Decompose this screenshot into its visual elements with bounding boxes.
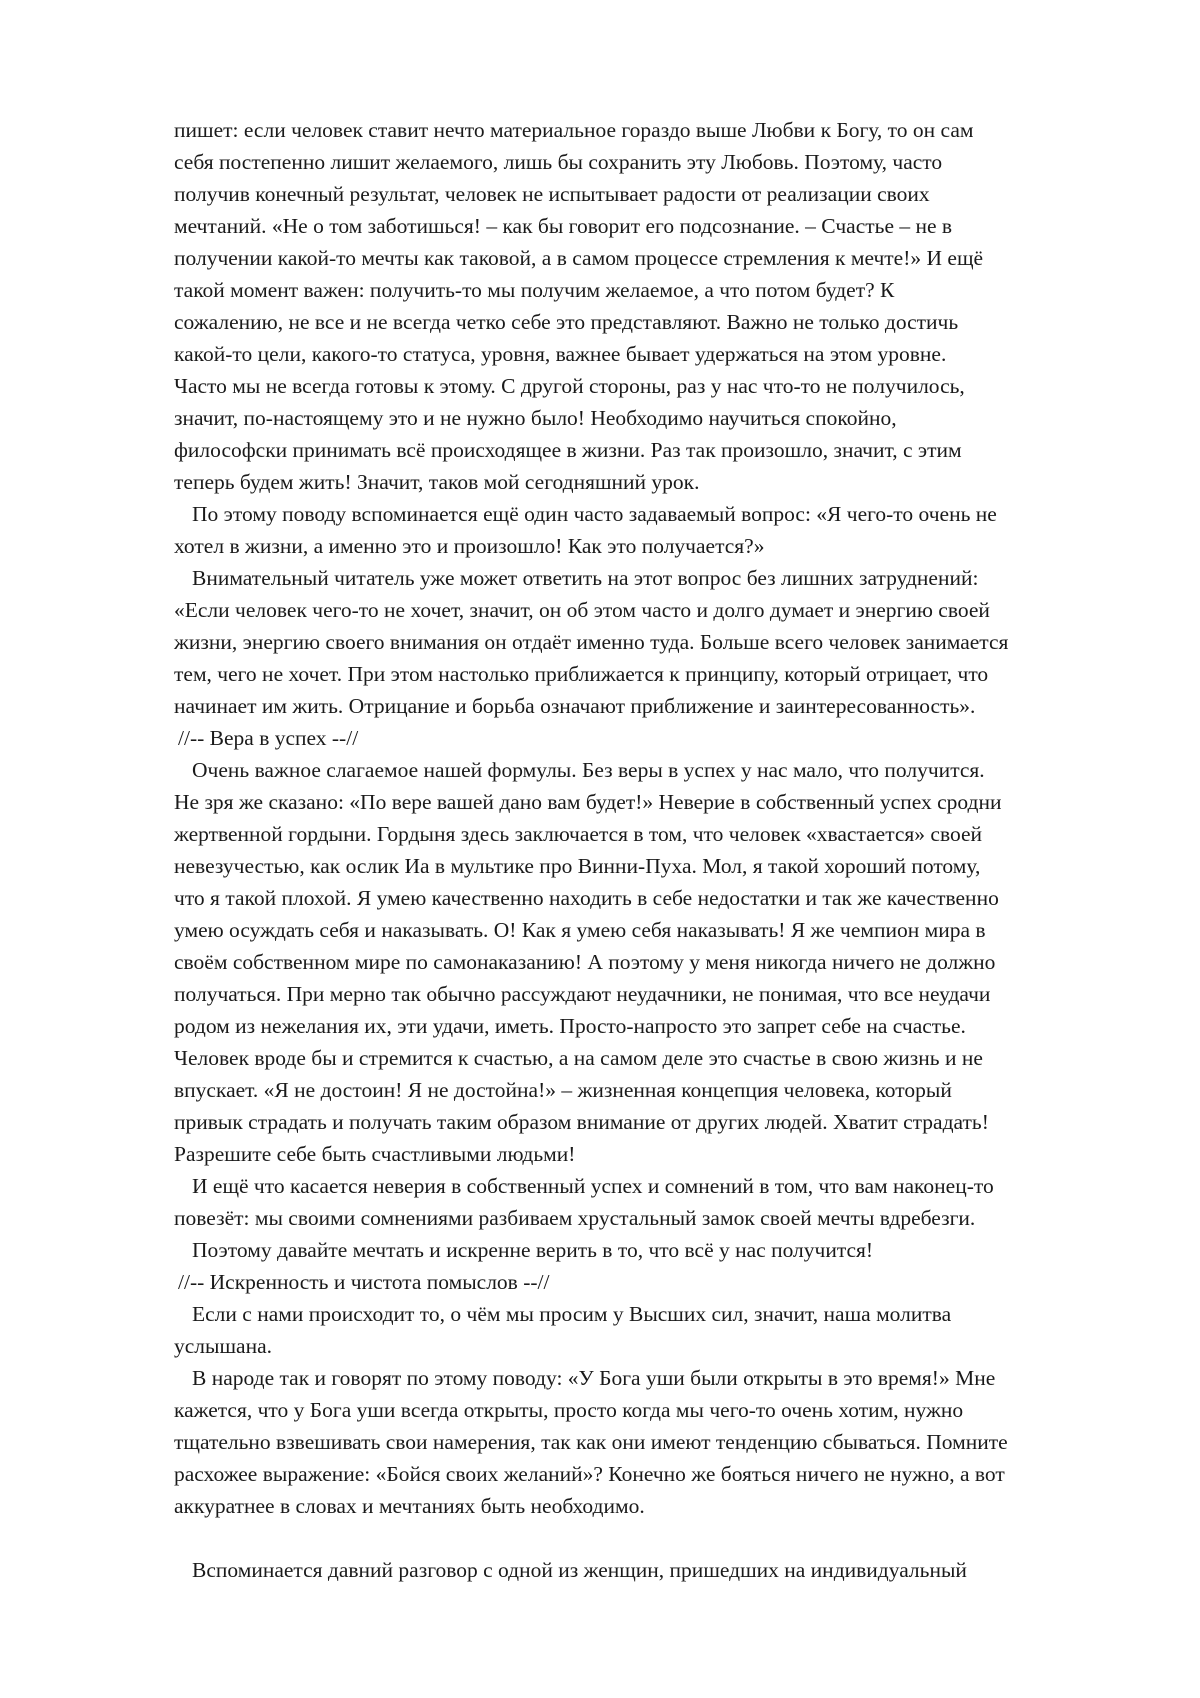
text-line: получив конечный результат, человек не испытывает радости от реализации своих [174, 182, 930, 206]
text-line: какой-то цели, какого-то статуса, уровня, важнее бывает удержаться на этом уровне. [174, 342, 947, 366]
section-heading: //-- Вера в успех --// [178, 726, 359, 750]
text-line: расхожее выражение: «Бойся своих желаний»? Конечно же бояться ничего не нужно, а вот [174, 1462, 1005, 1486]
text-line: своём собственном мире по самонаказанию! А поэтому у меня никогда ничего не должно [174, 950, 996, 974]
text-line: теперь будем жить! Значит, таков мой сегодняшний урок. [174, 470, 700, 494]
text-line: тщательно взвешивать свои намерения, так как они имеют тенденцию сбываться. Помните [174, 1430, 1008, 1454]
text-line: жертвенной гордыни. Гордыня здесь заключается в том, что человек «хвастается» своей [174, 822, 983, 846]
text-line: Не зря же сказано: «По вере вашей дано вам будет!» Неверие в собственный успех сродни [174, 790, 1002, 814]
text-line: кажется, что у Бога уши всегда открыты, просто когда мы чего-то очень хотим, нужно [174, 1398, 964, 1422]
text-line: Часто мы не всегда готовы к этому. С другой стороны, раз у нас что-то не получилось, [174, 374, 965, 398]
text-line: Разрешите себе быть счастливыми людьми! [174, 1142, 576, 1166]
text-line: умею осуждать себя и наказывать. О! Как я умею себя наказывать! Я же чемпион мира в [174, 918, 986, 942]
text-line: что я такой плохой. Я умею качественно находить в себе недостатки и так же качественно [174, 886, 999, 910]
text-line: тем, чего не хочет. При этом настолько приближается к принципу, который отрицает, что [174, 662, 989, 686]
text-line: получении какой-то мечты как таковой, а в самом процессе стремления к мечте!» И ещё [174, 246, 984, 270]
text-line: Человек вроде бы и стремится к счастью, а на самом деле это счастье в свою жизнь и не [174, 1046, 983, 1070]
text-line: повезёт: мы своими сомнениями разбиваем хрустальный замок своей мечты вдребезги. [174, 1206, 976, 1230]
text-line: получаться. При мерно так обычно рассуждают неудачники, не понимая, что все неудачи [174, 982, 991, 1006]
text-line: начинает им жить. Отрицание и борьба означают приближение и заинтересованность». [174, 694, 976, 718]
text-line: сожалению, не все и не всегда четко себе это представляют. Важно не только достичь [174, 310, 959, 334]
text-line: Если с нами происходит то, о чём мы просим у Высших сил, значит, наша молитва [192, 1302, 952, 1326]
text-line: хотел в жизни, а именно это и произошло! Как это получается?» [174, 534, 765, 558]
text-line: Вспоминается давний разговор с одной из женщин, пришедших на индивидуальный [192, 1558, 967, 1582]
text-line: жизни, энергию своего внимания он отдаёт именно туда. Больше всего человек занимается [174, 630, 1009, 654]
text-line: услышана. [174, 1334, 272, 1358]
text-line: невезучестью, как ослик Иа в мультике про Винни-Пуха. Мол, я такой хороший потому, [174, 854, 981, 878]
text-line: аккуратнее в словах и мечтаниях быть необходимо. [174, 1494, 645, 1518]
text-line: себя постепенно лишит желаемого, лишь бы сохранить эту Любовь. Поэтому, часто [174, 150, 943, 174]
text-line: родом из нежелания их, эти удачи, иметь. Просто-напросто это запрет себе на счастье. [174, 1014, 966, 1038]
text-line: И ещё что касается неверия в собственный успех и сомнений в том, что вам наконец-то [192, 1174, 994, 1198]
text-line: «Если человек чего-то не хочет, значит, он об этом часто и долго думает и энергию своей [174, 598, 990, 622]
section-heading: //-- Искренность и чистота помыслов --// [178, 1270, 550, 1294]
text-line: значит, по-настоящему это и не нужно было! Необходимо научиться спокойно, [174, 406, 897, 430]
text-line: В народе так и говорят по этому поводу: «У Бога уши были открыты в это время!» Мне [192, 1366, 996, 1390]
text-line: мечтаний. «Не о том заботишься! – как бы говорит его подсознание. – Счастье – не в [174, 214, 953, 238]
text-line: пишет: если человек ставит нечто материальное гораздо выше Любви к Богу, то он сам [174, 118, 974, 142]
text-line: Поэтому давайте мечтать и искренне верить в то, что всё у нас получится! [192, 1238, 874, 1262]
text-line: Внимательный читатель уже может ответить на этот вопрос без лишних затруднений: [192, 566, 979, 590]
text-line: философски принимать всё происходящее в жизни. Раз так произошло, значит, с этим [174, 438, 962, 462]
text-line: впускает. «Я не достоин! Я не достойна!» – жизненная концепция человека, который [174, 1078, 952, 1102]
text-line: Очень важное слагаемое нашей формулы. Без веры в успех у нас мало, что получится. [192, 758, 985, 782]
text-line: привык страдать и получать таким образом внимание от других людей. Хватит страдать! [174, 1110, 989, 1134]
text-line: По этому поводу вспоминается ещё один часто задаваемый вопрос: «Я чего-то очень не [192, 502, 997, 526]
text-line: такой момент важен: получить-то мы получим желаемое, а что потом будет? К [174, 278, 895, 302]
